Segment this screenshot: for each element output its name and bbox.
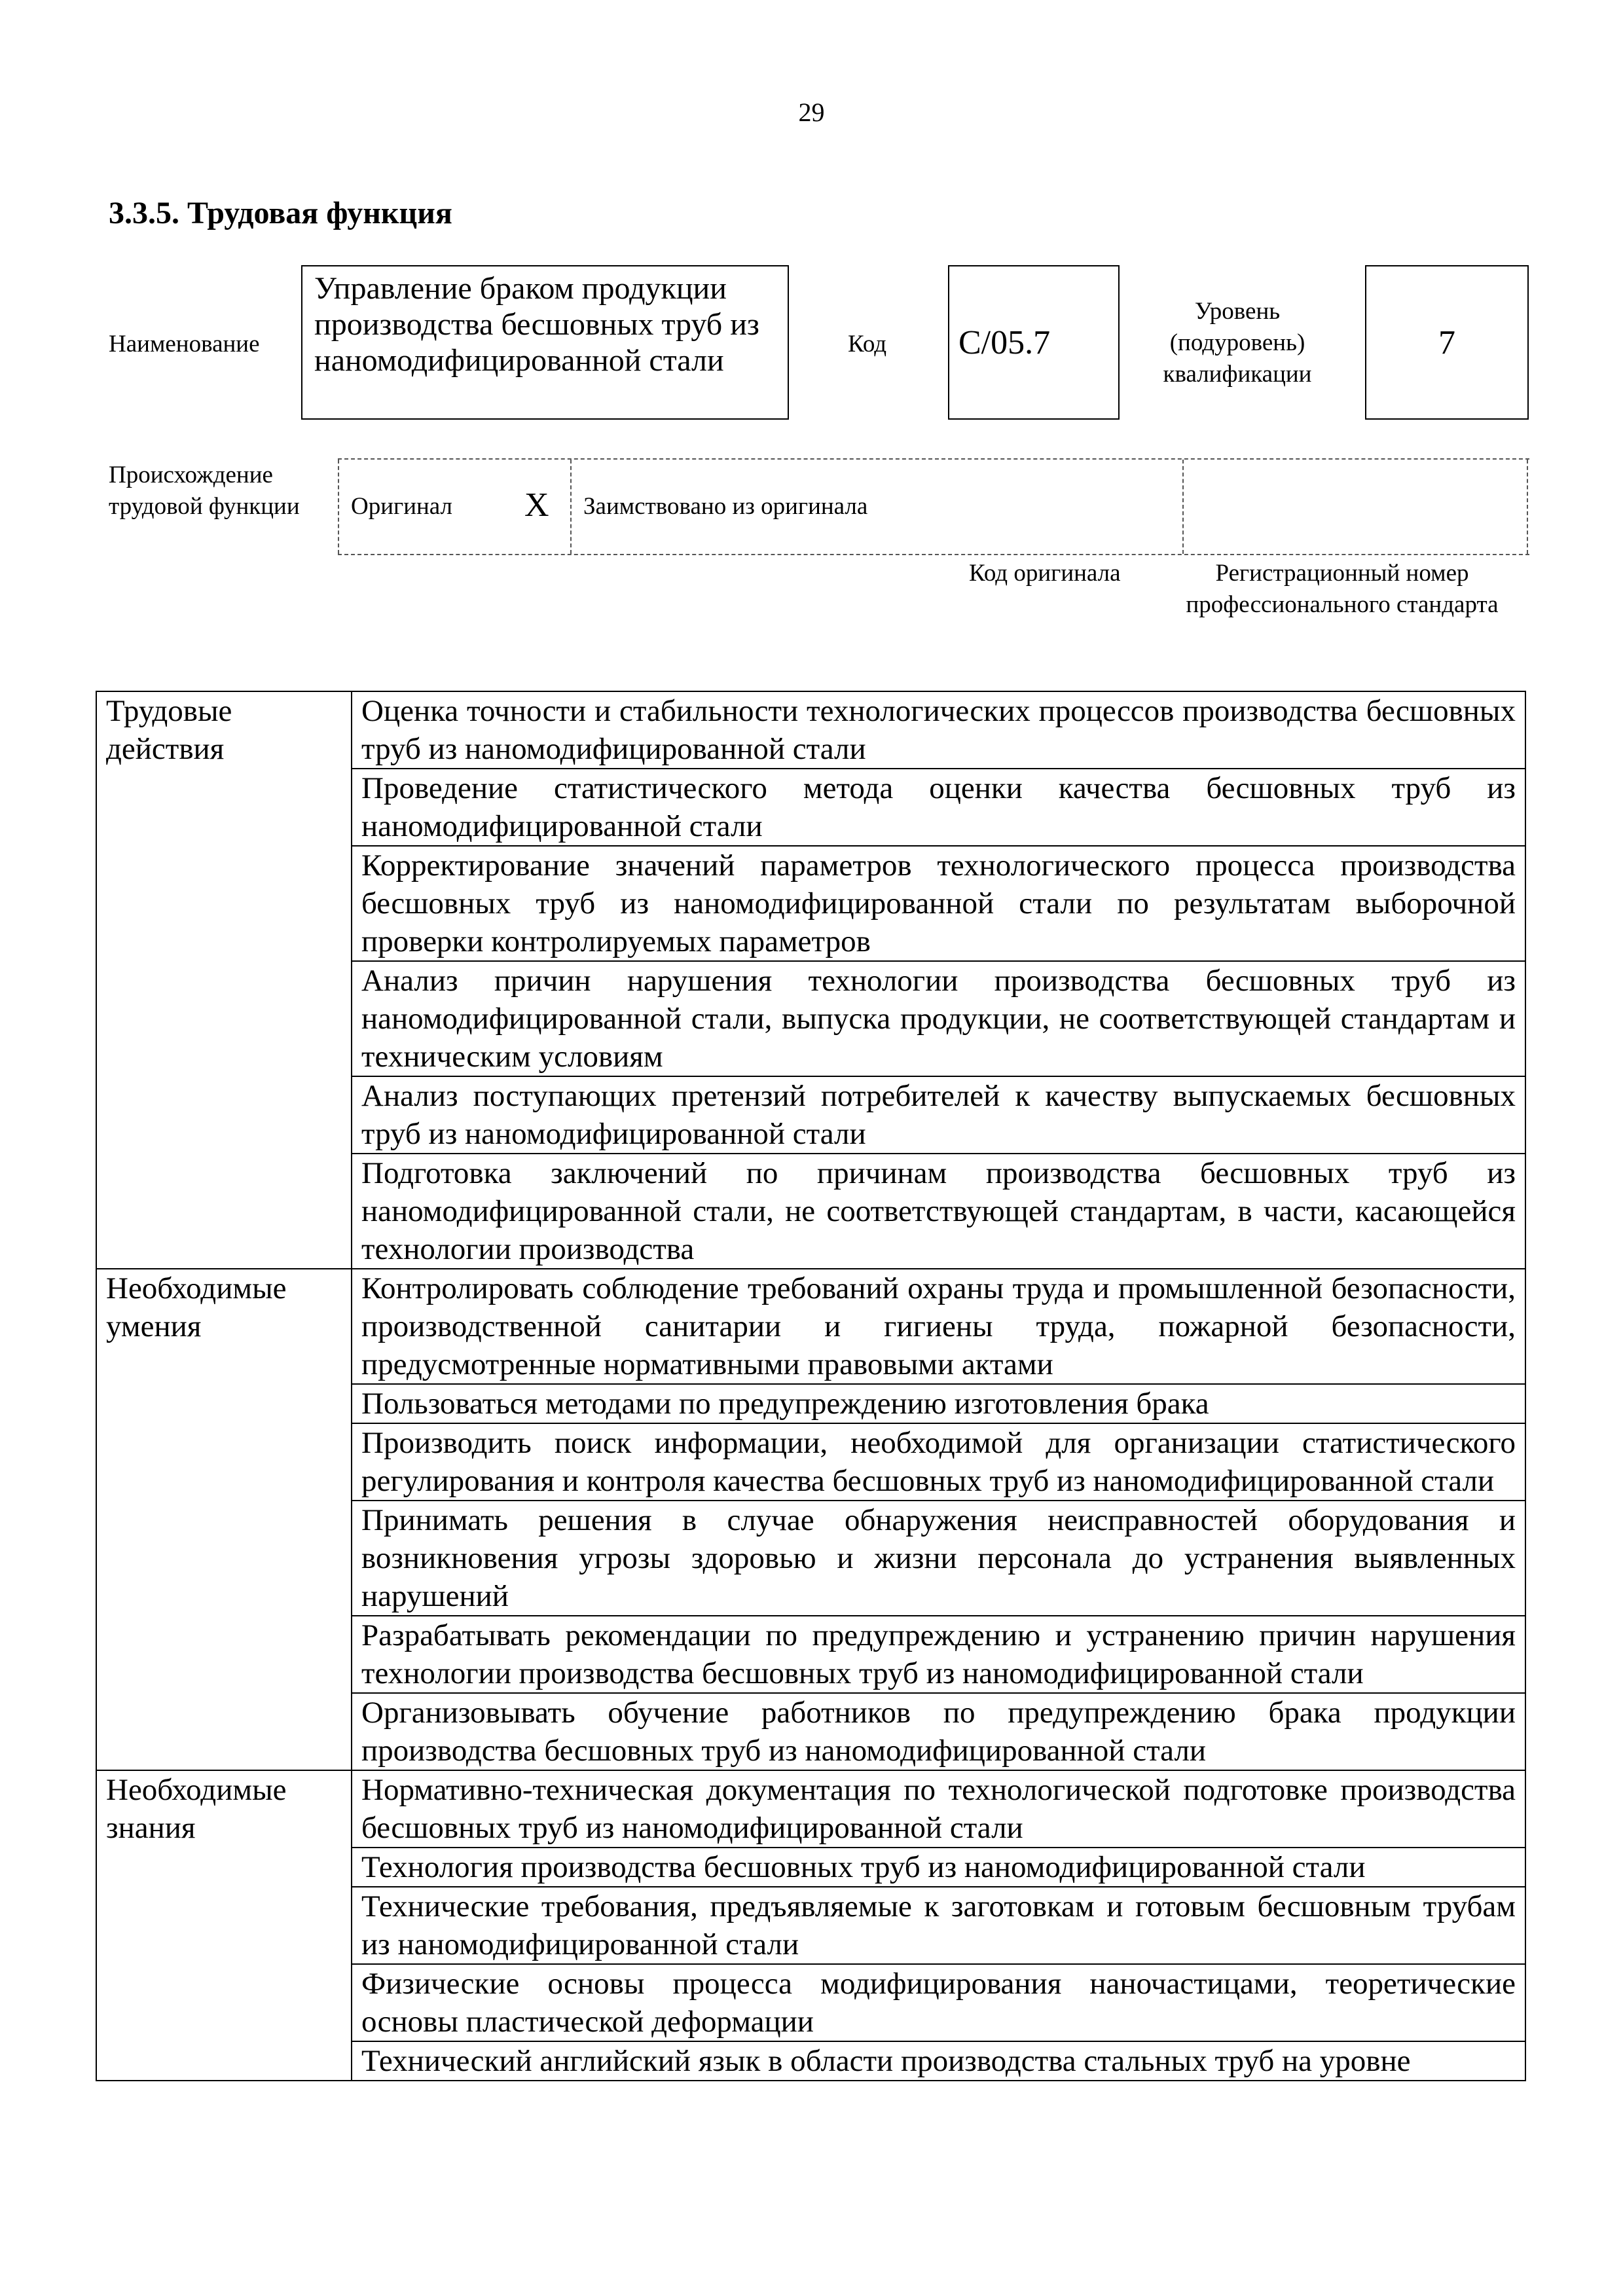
table-row xyxy=(96,1501,1525,1616)
table-row xyxy=(96,1693,1525,1770)
origin-original: Оригинал xyxy=(351,493,453,520)
table-row xyxy=(96,2041,1525,2081)
table-cell: Технические требования, предъявляемые к заготовкам и готовым бесшовным трубам из наномодифицированной стали xyxy=(352,1887,1525,1964)
table-cell: Оценка точности и стабильности технологических процессов производства бесшовных труб из наномодифицированной стали xyxy=(352,691,1525,769)
table-row xyxy=(96,846,1525,961)
origin-borrowed: Заимствовано из оригинала xyxy=(583,493,868,520)
table-row xyxy=(96,1154,1525,1269)
table-cell: Анализ поступающих претензий потребителей к качеству выпускаемых бесшовных труб из наномодифицированной стали xyxy=(352,1076,1525,1154)
origin-divider xyxy=(1182,460,1184,554)
table-row xyxy=(96,1423,1525,1501)
table-cell: Технический английский язык в области производства стальных труб на уровне xyxy=(352,2041,1525,2081)
origin-divider xyxy=(1527,460,1528,554)
table-cell: Корректирование значений параметров технологического процесса производства бесшовных труб из наномодифицированной стали по результатам выборочной проверки контролируемых параметров xyxy=(352,846,1525,961)
original-code-caption: Код оригинала xyxy=(969,560,1121,587)
category-label: Трудовые действия xyxy=(96,691,352,769)
table-cell: Подготовка заключений по причинам производства бесшовных труб из наномодифицированной стали, не соответствующей стандартам, в части, касающейся технологии производства xyxy=(352,1154,1525,1269)
origin-divider xyxy=(570,460,572,554)
table-cell: Анализ причин нарушения технологии производства бесшовных труб из наномодифицированной стали, выпуска продукции, не соответствующей стандартам и техническим условиям xyxy=(352,961,1525,1076)
table-row xyxy=(96,1964,1525,2041)
table-cell: Принимать решения в случае обнаружения неисправностей оборудования и возникновения угрозы здоровью и жизни персонала до устранения выявленных нарушений xyxy=(352,1501,1525,1616)
code-value: C/05.7 xyxy=(948,265,1120,420)
table-row xyxy=(96,769,1525,846)
table-cell: Пользоваться методами по предупреждению изготовления брака xyxy=(352,1384,1525,1423)
table-cell: Производить поиск информации, необходимой для организации статистического регулирования и контроля качества бесшовных труб из наномодифицированной стали xyxy=(352,1423,1525,1501)
name-label: Наименование xyxy=(109,331,260,357)
section-title: 3.3.5. Трудовая функция xyxy=(109,196,452,230)
category-label: Необходимые умения xyxy=(96,1269,352,1384)
table-row xyxy=(96,1887,1525,1964)
table-cell: Контролировать соблюдение требований охраны труда и промышленной безопасности, производственной санитарии и гигиены труда, пожарной безопасности, предусмотренные нормативными правовыми актами xyxy=(352,1269,1525,1384)
table-row xyxy=(96,1076,1525,1154)
origin-divider xyxy=(338,460,339,554)
table-cell: Нормативно-техническая документация по технологической подготовке производства бесшовных труб из наномодифицированной стали xyxy=(352,1770,1525,1848)
code-label: Код xyxy=(848,331,887,357)
registration-number-caption: Регистрационный номер профессионального стандарта xyxy=(1186,560,1499,618)
function-table xyxy=(96,691,1526,2081)
table-row xyxy=(96,1848,1525,1887)
table-row xyxy=(96,1616,1525,1693)
name-value: Управление браком продукции производства бесшовных труб из наномодифицированной стали xyxy=(301,265,789,420)
page-number: 29 xyxy=(798,98,825,127)
table-row xyxy=(96,691,1525,769)
table-cell: Физические основы процесса модифицирования наночастицами, теоретические основы пластической деформации xyxy=(352,1964,1525,2041)
level-label: Уровень (подуровень) квалификации xyxy=(1163,298,1312,388)
table-row xyxy=(96,961,1525,1076)
table-cell: Разрабатывать рекомендации по предупреждению и устранению причин нарушения технологии производства бесшовных труб из наномодифицированной стали xyxy=(352,1616,1525,1693)
category-label: Необходимые знания xyxy=(96,1770,352,1848)
table-row xyxy=(96,1770,1525,1848)
origin-mark: X xyxy=(524,486,549,524)
origin-label: Происхождение трудовой функции xyxy=(109,462,300,520)
table-row xyxy=(96,1384,1525,1423)
table-cell: Организовывать обучение работников по предупреждению брака продукции производства бесшовных труб из наномодифицированной стали xyxy=(352,1693,1525,1770)
level-value: 7 xyxy=(1365,265,1529,420)
table-cell: Проведение статистического метода оценки качества бесшовных труб из наномодифицированной стали xyxy=(352,769,1525,846)
table-cell: Технология производства бесшовных труб из наномодифицированной стали xyxy=(352,1848,1525,1887)
table-row xyxy=(96,1269,1525,1384)
origin-row xyxy=(338,458,1529,555)
